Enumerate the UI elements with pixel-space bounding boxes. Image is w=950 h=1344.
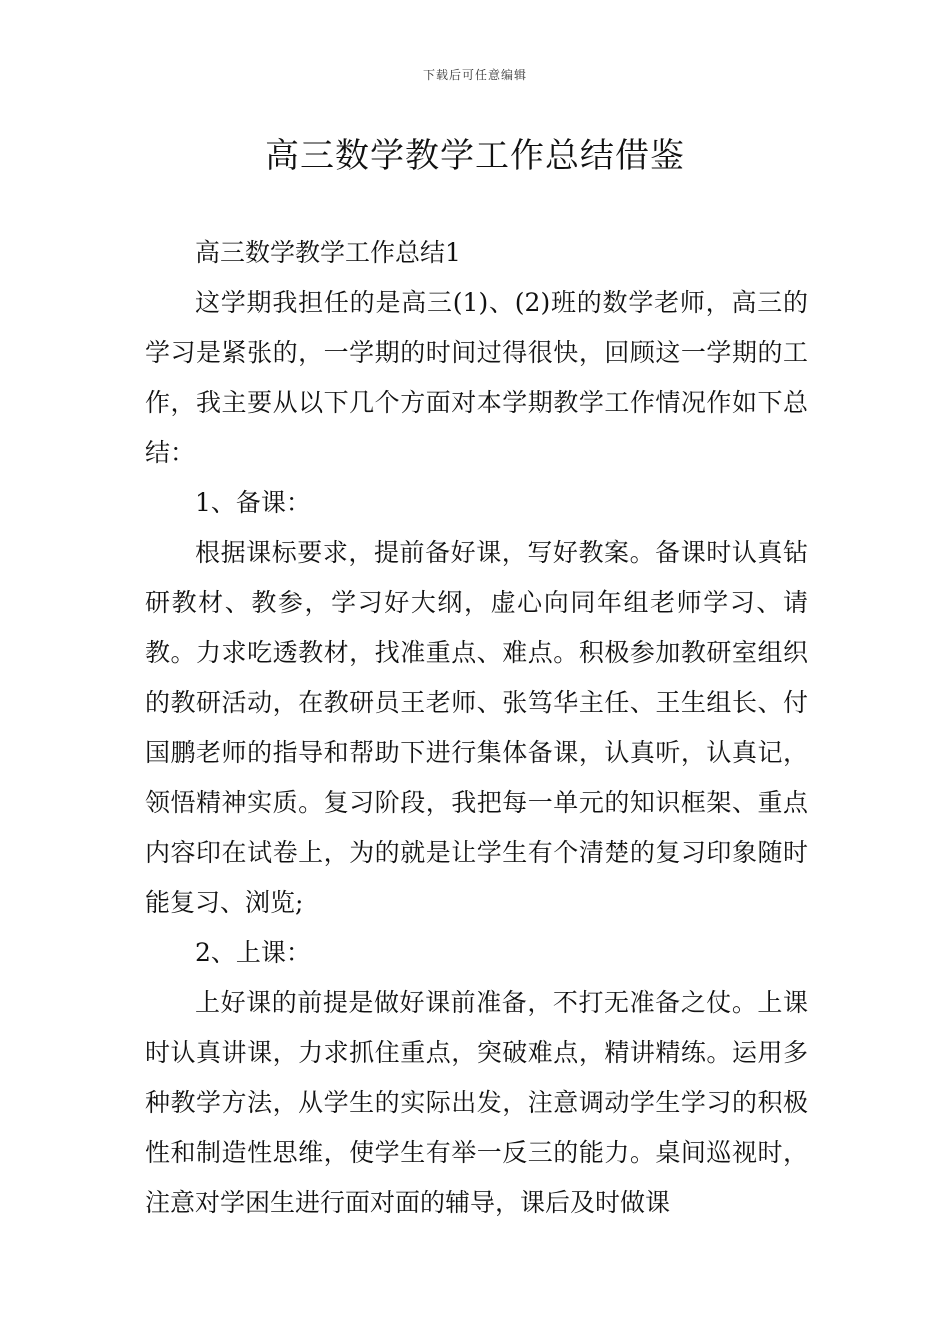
subsection-heading: 1、备课： bbox=[195, 488, 311, 517]
paragraph: 这学期我担任的是高三(1)、(2)班的数学老师，高三的学习是紧张的，一学期的时间过得很快，回顾这一学期的工作，我主要从以下几个方面对本学期教学工作情况作如下总结： bbox=[145, 288, 808, 467]
paragraph: 根据课标要求，提前备好课，写好教案。备课时认真钻研教材、教参，学习好大纲，虚心向同年组老师学习、请教。力求吃透教材，找准重点、难点。积极参加教研室组织的教研活动，在教研员王老师、张笃华主任、王生组长、付国鹏老师的指导和帮助下进行集体备课，认真听，认真记，领悟精神实质。复习阶段，我把每一单元的知识框架、重点内容印在试卷上，为的就是让学生有个清楚的复习印象随时能复习、浏览; bbox=[145, 538, 808, 917]
paragraph: 上好课的前提是做好课前准备，不打无准备之仗。上课时认真讲课，力求抓住重点，突破难点，精讲精练。运用多种教学方法，从学生的实际出发，注意调动学生学习的积极性和制造性思维，使学生有举一反三的能力。桌间巡视时，注意对学困生进行面对面的辅导，课后及时做课 bbox=[145, 988, 808, 1217]
section-heading: 高三数学教学工作总结1 bbox=[195, 238, 461, 267]
document-body bbox=[145, 228, 808, 1228]
document-title: 高三数学教学工作总结借鉴 bbox=[265, 136, 685, 176]
subsection-heading: 2、上课： bbox=[195, 938, 311, 967]
header-note: 下载后可任意编辑 bbox=[422, 68, 527, 82]
